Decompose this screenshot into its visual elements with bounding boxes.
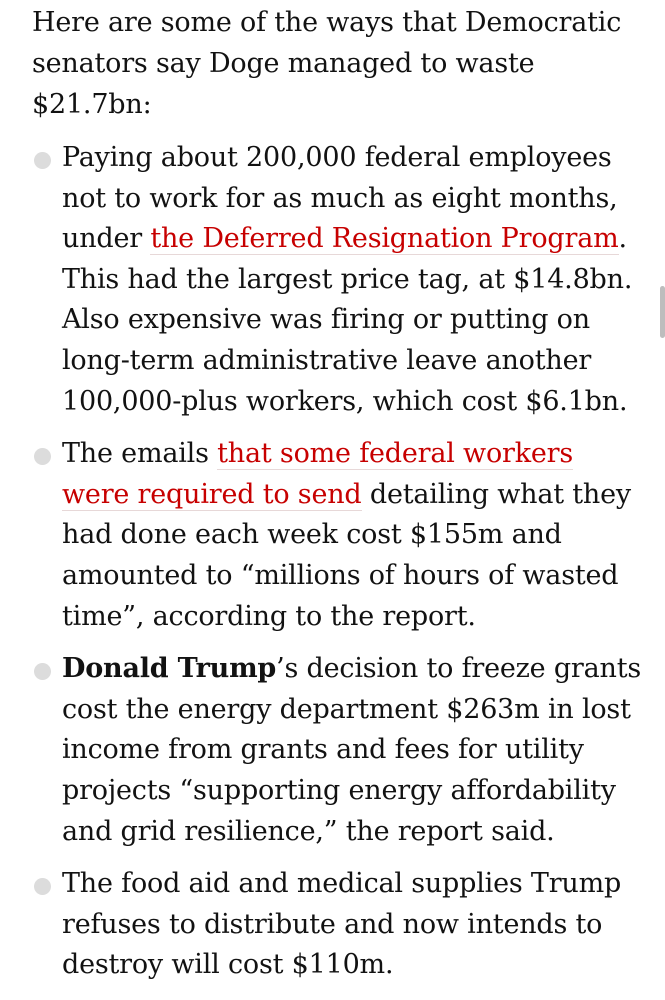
federal-workers-emails-link[interactable]: that some federal workers were required to send	[62, 438, 574, 510]
bullet-dot-icon	[34, 448, 51, 465]
bold-name: Donald Trump	[62, 653, 277, 685]
list-item	[32, 649, 642, 852]
bullet-text: . This had the largest price tag, at $14.8bn. Also expensive was firing or putting on long-term administrative leave another 100,000-plus workers, which cost $6.1bn.	[62, 223, 633, 417]
bullet-text: The emails	[62, 438, 218, 470]
bullet-dot-icon	[34, 152, 51, 169]
bullet-text: The food aid and medical supplies Trump refuses to distribute and now intends to destroy will cost $110m.	[62, 868, 622, 981]
bullet-list	[32, 138, 642, 986]
bullet-text: detailing what they had done each week cost $155m and amounted to “millions of hours of wasted time”, according to the report.	[62, 478, 631, 632]
deferred-resignation-link[interactable]: the Deferred Resignation Program	[150, 223, 619, 255]
intro-paragraph: Here are some of the ways that Democratic senators say Doge managed to waste $21.7bn:	[32, 7, 622, 120]
list-item	[32, 434, 642, 637]
scrollbar-thumb[interactable]	[660, 286, 665, 338]
bullet-text: Paying about 200,000 federal employees not to work for as much as eight months, under	[62, 142, 618, 255]
bullet-dot-icon	[34, 878, 51, 895]
article-body	[32, 0, 642, 998]
list-item	[32, 138, 642, 422]
bullet-text: ’s decision to freeze grants cost the energy department $263m in lost income from grants and fees for utility projects “supporting energy affordability and grid resilience,” the report said.	[62, 653, 641, 847]
bullet-dot-icon	[34, 663, 51, 680]
list-item	[32, 864, 642, 986]
